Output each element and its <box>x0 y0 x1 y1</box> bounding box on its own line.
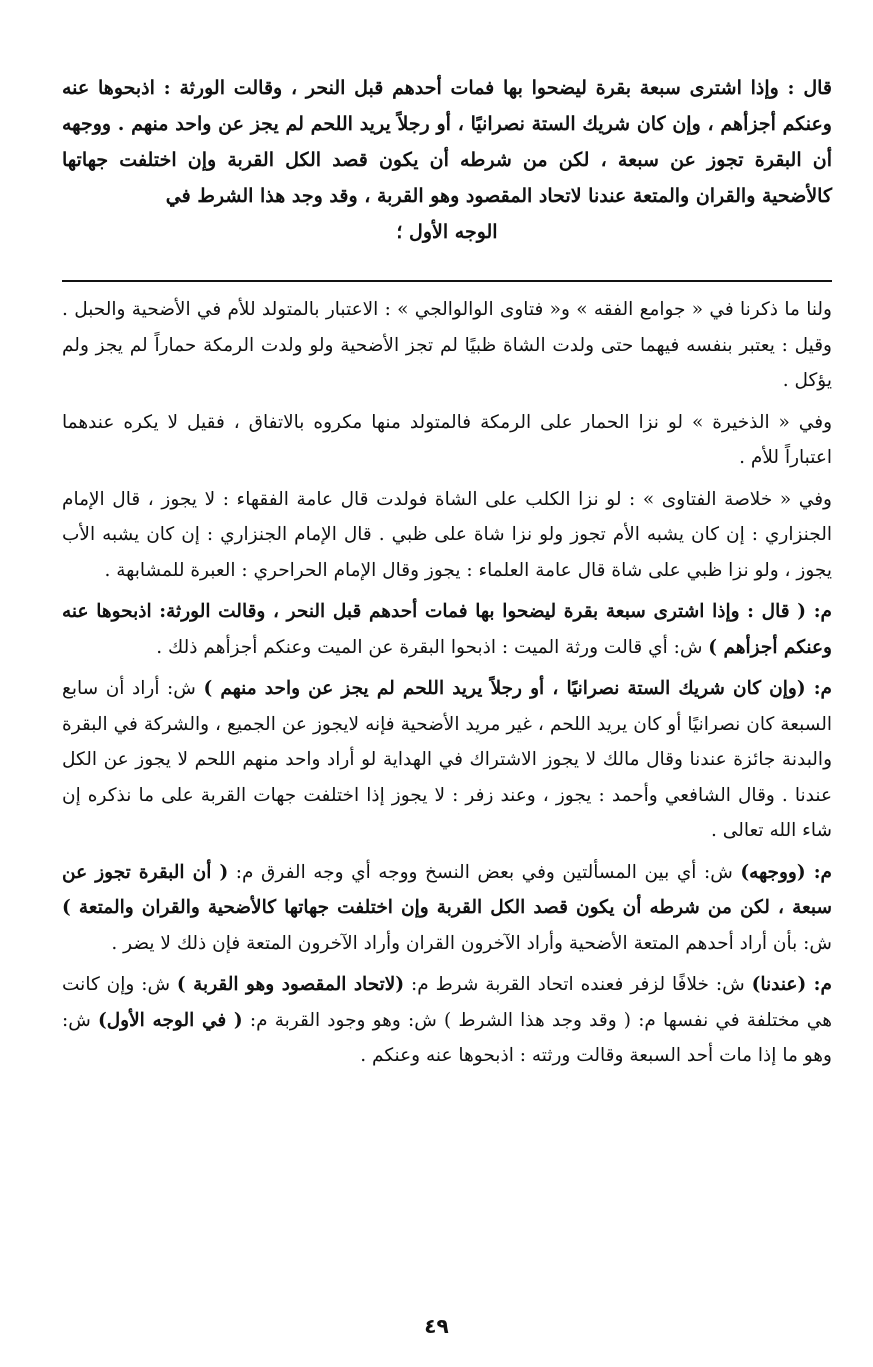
matn-quote: م: (عندنا) <box>751 974 832 995</box>
matn-quote: ( في الوجه الأول) <box>97 1009 243 1031</box>
commentary-paragraph <box>62 292 832 399</box>
matn-quote: م: (ووجهه) <box>740 861 833 883</box>
commentary-paragraph <box>62 594 832 665</box>
commentary-text: ش: خلافًا لزفر فعنده اتحاد القربة شرط م: <box>404 974 752 995</box>
commentary-text: ش: أي بين المسألتين وفي بعض النسخ ووجه أي وجه الفرق م: <box>228 861 741 883</box>
page-content <box>62 70 832 1080</box>
matn-quote: (لاتحاد المقصود وهو القربة ) <box>176 974 405 995</box>
commentary <box>62 292 832 1074</box>
commentary-text: ش: وإن كانت هي مختلفة في نفسها م: ( وقد وجد هذا الشرط ) ش: وهو وجود القربة م: <box>62 974 832 1031</box>
separator-rule <box>62 280 832 282</box>
commentary-text: وفي « خلاصة الفتاوى » : لو نزا الكلب على الشاة فولدت قال عامة الفقهاء : لا يجوز ، قال الإمام الجنزاري : إن كان يشبه الأم تجوز ولو نزا شاة على ظبي . قال الإمام الجنزاري : إن كان يشبه الأب يجوز ، ولو نزا ظبي على شاة قال عامة العلماء : يجوز وقال الإمام الحراحري : العبرة للمشابهة . <box>62 488 832 581</box>
main-text-last-line: الوجه الأول ؛ <box>396 221 498 243</box>
page-number: ٤٩ <box>424 1314 449 1338</box>
commentary-paragraph <box>62 482 832 589</box>
commentary-text: ش: أي قالت ورثة الميت : اذبحوا البقرة عن الميت وعنكم أجزأهم ذلك . <box>156 636 709 658</box>
commentary-paragraph <box>62 405 832 476</box>
commentary-text: ش: أراد أن سابع السبعة كان نصرانيًا أو كان يريد اللحم ، غير مريد الأضحية فإنه لايجوز عن الجميع ، والشركة في البقرة والبدنة جائزة عندنا وقال مالك لا يجوز الاشتراك في الهداية لو أراد واحد منهم اللحم لا يجوز عن الكل عندنا . وقال الشافعي وأحمد : يجوز ، وعند زفر : لا يجوز إذا اختلفت جهات القربة على ما نذكره إن شاء الله تعالى . <box>62 678 832 841</box>
commentary-text: ولنا ما ذكرنا في « جوامع الفقه » و« فتاوى الوالوالجي » : الاعتبار بالمتولد للأم في الأضحية والحبل . وقيل : يعتبر بنفسه فيهما حتى ولدت الشاة ظبيًا لم تجز الأضحية ولو ولدت الرمكة حماراً لم يجز ولم يؤكل . <box>62 299 832 391</box>
matn-quote: م: (وإن كان شريك الستة نصرانيًا ، أو رجلاً يريد اللحم لم يجز عن واحد منهم ) <box>203 678 832 699</box>
main-text <box>62 70 832 250</box>
matn-quote: م: ( قال : وإذا اشترى سبعة بقرة ليضحوا بها فمات أحدهم قبل النحر ، وقالت الورثة: اذبحوها عنه وعنكم أجزأهم ) <box>62 601 832 658</box>
commentary-paragraph <box>62 967 832 1074</box>
commentary-text: ش: بأن أراد أحدهم المتعة الأضحية وأراد الآخرون القران وأراد الآخرون المتعة فإن ذلك لا يضر . <box>111 932 832 954</box>
matn-quote: ( أن البقرة تجوز عن سبعة ، لكن من شرطه أن يكون قصد الكل القربة وإن اختلفت جهاتها كالأضحية والقران والمتعة ) <box>62 861 832 918</box>
commentary-text: ش: وهو ما إذا مات أحد السبعة وقالت ورثته : اذبحوها عنه وعنكم . <box>62 1009 832 1066</box>
commentary-paragraph <box>62 855 832 962</box>
main-text-body: قال : وإذا اشترى سبعة بقرة ليضحوا بها فمات أحدهم قبل النحر ، وقالت الورثة : اذبحوها عنه وعنكم أجزأهم ، وإن كان شريك الستة نصرانيًا ، أو رجلاً يريد اللحم لم يجز عن واحد منهم . ووجهه أن البقرة تجوز عن سبعة ، لكن من شرطه أن يكون قصد الكل القربة وإن اختلفت جهاتها كالأضحية والقران والمتعة عندنا لاتحاد المقصود وهو القربة ، وقد وجد هذا الشرط في <box>62 77 832 207</box>
commentary-text: وفي « الذخيرة » لو نزا الحمار على الرمكة فالمتولد منها مكروه بالاتفاق ، فقيل لا يكره عندهما اعتباراً للأم . <box>62 411 832 468</box>
commentary-paragraph <box>62 671 832 849</box>
